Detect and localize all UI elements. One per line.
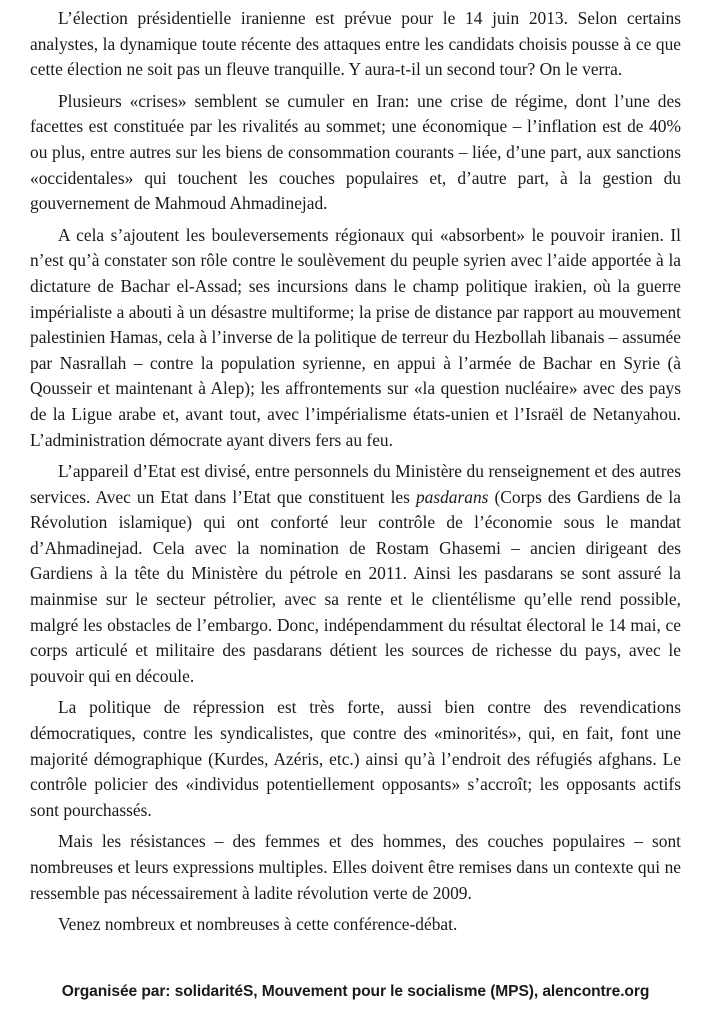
paragraph-state-apparatus	[30, 459, 681, 689]
paragraph-text: Mais les résistances – des femmes et des hommes, des couches populaires – sont nombreuses et leurs expressions multiples. Elles doivent être remises dans un contexte qui ne ressemble pas nécessairement à ladite révolution verte de 2009.	[30, 831, 681, 903]
paragraph-emphasis: pasdarans	[415, 486, 489, 507]
paragraph-invitation	[30, 912, 681, 938]
paragraph-repression	[30, 695, 681, 823]
paragraph-crises	[30, 89, 681, 217]
paragraph-resistance	[30, 829, 681, 906]
article-body	[30, 6, 681, 938]
paragraph-election	[30, 6, 681, 83]
organizers-footer: Organisée par: solidaritéS, Mouvement pour le socialisme (MPS), alencontre.org	[61, 983, 650, 1000]
paragraph-text: L’appareil d’Etat est divisé, entre personnels du Ministère du renseignement et des autres services. Avec un Etat dans l’Etat que constituent les	[30, 461, 681, 507]
paragraph-text: A cela s’ajoutent les bouleversements régionaux qui «absorbent» le pouvoir iranien. Il n’est qu’à constater son rôle contre le soulèvement du peuple syrien avec l’aide apportée à la dictature de Bachar el-Assad; ses incursions dans le champ politique irakien, où la guerre impérialiste a abouti à un désastre multiforme; la prise de distance par rapport au mouvement palestinien Hamas, cela à l’inverse de la politique de terreur du Hezbollah libanais – assumée par Nasrallah – contre la population syrienne, en appui à l’armée de Bachar en Syrie (à Qousseir et maintenant à Alep); les affrontements sur «la question nucléaire» avec des pays de la Ligue arabe et, avant tout, avec l’impérialisme états-unien et l’Israël de Netanyahou. L’administration démocrate ayant divers fers au feu.	[30, 224, 681, 450]
paragraph-text: La politique de répression est très forte, aussi bien contre des revendications démocratiques, contre les syndicalistes, que contre des «minorités», qui, en fait, font une majorité démographique (Kurdes, Azéris, etc.) ainsi qu’à l’endroit des réfugiés afghans. Le contrôle policier des «individus potentiellement opposants» s’accroît; les opposants actifs sont pourchassés.	[30, 697, 681, 820]
paragraph-text: (Corps des Gardiens de la Révolution islamique) qui ont conforté leur contrôle de l’économie sous le mandat d’Ahmadinejad. Cela avec la nomination de Rostam Ghasemi – ancien dirigeant des Gardiens à la tête du Ministère du pétrole en 2011. Ainsi les pasdarans se sont assuré la mainmise sur le secteur pétrolier, avec sa rente et le clientélisme qu’elle rend possible, malgré les obstacles de l’embargo. Donc, indépendamment du résultat électoral le 14 mai, ce corps articulé et militaire des pasdarans détient les sources de richesse du pays, avec le pouvoir qui en découle.	[30, 486, 681, 686]
paragraph-text: Plusieurs «crises» semblent se cumuler en Iran: une crise de régime, dont l’une des facettes est constituée par les rivalités au sommet; une économique – l’inflation est de 40% ou plus, entre autres sur les biens de consommation courants – liée, d’une part, aux sanctions «occidentales» qui touchent les couches populaires et, d’autre part, à la gestion du gouvernement de Mahmoud Ahmadinejad.	[30, 90, 681, 214]
paragraph-text: L’élection présidentielle iranienne est prévue pour le 14 juin 2013. Selon certains analystes, la dynamique toute récente des attaques entre les candidats choisis pousse à ce que cette élection ne soit pas un fleuve tranquille. Y aura-t-il un second tour? On le verra.	[30, 8, 681, 80]
paragraph-regional	[30, 223, 681, 453]
paragraph-text: Venez nombreux et nombreuses à cette conférence-débat.	[58, 914, 458, 935]
